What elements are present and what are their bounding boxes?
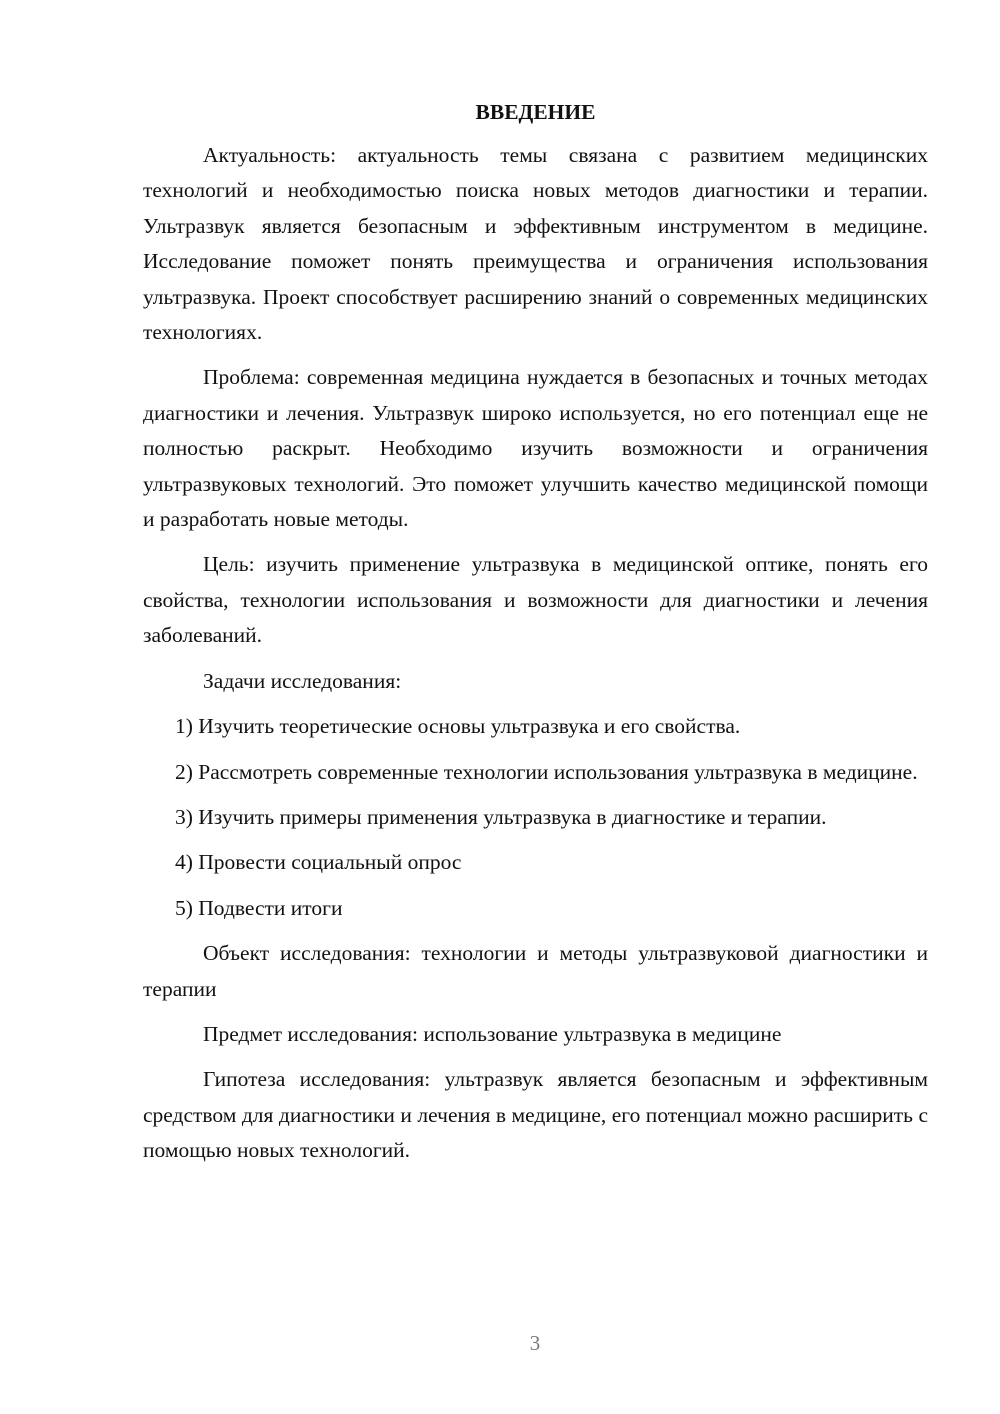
paragraph-subject: Предмет исследования: использование ультразвука в медицине <box>203 1021 782 1046</box>
section-title: ВВЕДЕНИЕ <box>475 100 596 124</box>
tasks-list <box>143 709 928 926</box>
page-number: 3 <box>529 1331 541 1355</box>
list-item: 3) Изучить примеры применения ультразвука в диагностике и терапии. <box>175 804 827 829</box>
document-page <box>143 96 928 1179</box>
list-item: 5) Подвести итоги <box>175 895 343 920</box>
list-item: 1) Изучить теоретические основы ультразвука и его свойства. <box>175 714 741 739</box>
tasks-heading: Задачи исследования: <box>203 668 402 693</box>
list-item: 2) Рассмотреть современные технологии использования ультразвука в медицине. <box>175 759 918 784</box>
paragraph-relevance: Актуальность: актуальность темы связана с развитием медицинских технологий и необходимостью поиска новых методов диагностики и терапии. Ультразвук является безопасным и эффективным инструментом в медицине. Исследование поможет понять преимущества и ограничения использования ультразвука. Проект способствует расширению знаний о современных медицинских технологиях. <box>143 143 928 345</box>
paragraph-hypothesis: Гипотеза исследования: ультразвук является безопасным и эффективным средством для диагностики и лечения в медицине, его потенциал можно расширить с помощью новых технологий. <box>143 1067 928 1163</box>
list-item: 4) Провести социальный опрос <box>175 850 462 875</box>
paragraph-problem: Проблема: современная медицина нуждается в безопасных и точных методах диагностики и лечения. Ультразвук широко используется, но его потенциал еще не полностью раскрыт. Необходимо изучить возможности и ограничения ультразвуковых технологий. Это поможет улучшить качество медицинской помощи и разработать новые методы. <box>143 365 928 532</box>
paragraph-object: Объект исследования: технологии и методы ультразвуковой диагностики и терапии <box>143 941 928 1001</box>
paragraph-goal: Цель: изучить применение ультразвука в медицинской оптике, понять его свойства, технологии использования и возможности для диагностики и лечения заболеваний. <box>143 552 928 648</box>
